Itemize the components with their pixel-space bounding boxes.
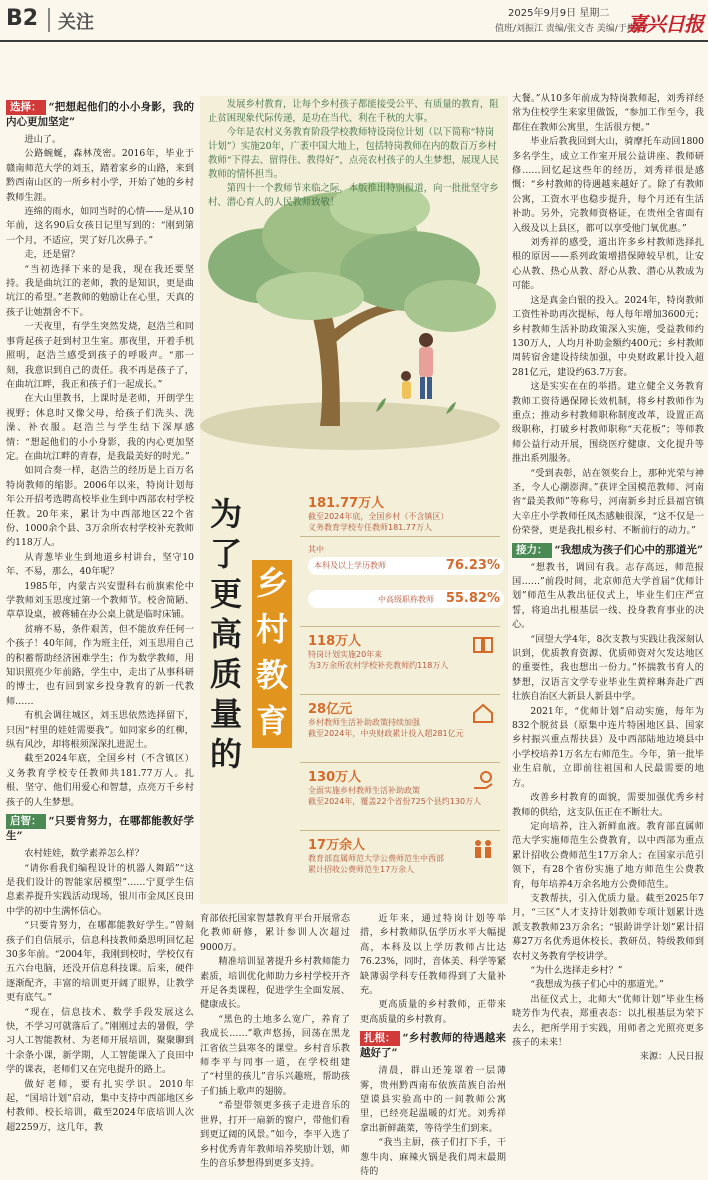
headline-highlight-char: 育 — [255, 702, 288, 740]
subhead-inspire — [6, 814, 194, 844]
paragraph: 贫瘠不易，条件艰苦，但不能放弃任何一个孩子！40年间，作为班主任，刘玉思用自己的积蓄帮助经济困难学生；作为数学教师，用知识照亮少年前路，学生中，走出了从事科研的博士，也有回到家乡投身教育的新一代教师…… — [6, 623, 194, 707]
paragraph: “想教书，调回有我。志存高远，师范报国……”前段时间，北京师范大学首届“优师计划”师范生从教出征仪式上，毕业生们庄严宣誓，将追出扎根基层一线、投身教育事业的决心。 — [512, 561, 704, 631]
page-number: B2 — [6, 6, 39, 31]
paragraph: 出征仪式上，北师大“优师计划”毕业生杨晓芳作为代表，郑重表态：以扎根基层为荣下去么，把所学用于实践，用师者之光照亮更多孩子的未来！ — [512, 993, 704, 1048]
stat-rural-teachers — [308, 492, 504, 533]
stat-desc: 截至2024年底，全国乡村（不含镇区） — [308, 512, 449, 521]
paragraph: 进山了。 — [24, 134, 62, 145]
stat-number: 76.23% — [445, 558, 500, 573]
paragraph: 做好老师，要有扎实学识。2010年起，“国培计划”启动，集中支持中西部地区乡村教师、校长培训，截至2024年底培训人次超2259万，这几年，教 — [6, 1078, 194, 1133]
stat-bachelor-ratio — [308, 544, 504, 580]
section-name: 关注 — [58, 12, 94, 33]
subhead-text: “只要肯努力，在哪都能教好学生” — [6, 815, 194, 843]
stat-desc: 全面实施乡村教师生活补助政策 — [308, 786, 420, 795]
intro-paragraph: 第四十一个教师节来临之际，本版推出特别报道，向一批批坚守乡村、潜心育人的人民教师致敬！ — [208, 183, 499, 208]
stat-number: 17万余人 — [308, 838, 366, 853]
paragraph: 改善乡村教育的面貌，需要加强优秀乡村教师的供给，这支队伍正在不断壮大。 — [512, 792, 704, 818]
headline-char: 了 — [209, 535, 242, 573]
paragraph: 有机会调往城区，刘玉思依然选择留下，只因“村里的娃娃需要我”。如同家乡的红柳，纵有风沙，却将根须深深扎进泥土。 — [6, 710, 194, 751]
paragraph: “只要肯努力，在哪都能教好学生。”曾刻孩子们自信展示，信息科技教师桑思明回忆起30多年前。“2004年，我刚到校时，学校仅有五六台电脑，还没开信息科技课。后来，硬件逐渐配齐，丰富的培训更开阔了眼界，让教学更有底气。” — [6, 920, 194, 1004]
header-divider — [48, 8, 50, 32]
left-column — [6, 96, 194, 1150]
headline-highlight — [252, 560, 292, 748]
paragraph: 这是真金白银的投入。2024年，特岗教师工资性补助再次提标，每人每年增加3600元；乡村教师生活补助政策深入实施，受益教师约130万人，人均月补助金额约400元；乡村教师周转宿舍建设持续加强，中央财政累计投入超281亿元，建设约63.7万套。 — [512, 294, 704, 378]
header-rule — [0, 40, 708, 42]
intro-paragraph: 今年是农村义务教育阶段学校教师特设岗位计划（以下简称“特岗计划”）实施20年，广袤中国大地上，包括特岗教师在内的数百万乡村教师“下得去、留得住、教得好”，点亮农村孩子的人生梦想，展现人民教师的情怀担当。 — [208, 127, 499, 180]
stat-divider — [300, 694, 500, 695]
book-icon — [472, 634, 494, 656]
paragraph: “我想成为孩子们心中的那道光。” — [530, 979, 664, 991]
paragraph: “为什么选择走乡村？” — [530, 964, 623, 976]
subhead-tag: 接力： — [512, 543, 552, 558]
stat-number: 55.82% — [445, 591, 500, 606]
subhead-text: “我想成为孩子们心中的那道光” — [554, 543, 704, 556]
paragraph: 从青葱毕业生到地道乡村讲台，坚守10年、不易，那么，40年呢？ — [6, 551, 194, 578]
paragraph: 精准培训显著提升乡村教师能力素质，培训优化师助力乡村学校开齐开足各类课程，促进学生全面发展、健康成长。 — [200, 956, 350, 1011]
stat-number: 118万人 — [308, 634, 362, 649]
paragraph: 连绵的雨水，如同当时的心情——是从10年前，这名90后女孩日记里写到的：“刚到第一个月，不适应，哭了好几次鼻子。” — [6, 206, 194, 246]
stat-desc: 义务教育学校专任教师181.77万人 — [308, 523, 432, 532]
headline-char: 的 — [209, 735, 242, 773]
page-header — [0, 0, 708, 40]
paragraph: 大餐。”从10多年前成为特岗教师起，刘秀祥经常为住校学生来家里做饭，“参加工作至今，我都住在教师公寓里，生活很方便。” — [512, 93, 704, 133]
issue-date: 2025年9月9日 星期二 — [508, 8, 610, 19]
subhead-text: “把想起他们的小小身影，我的内心更加坚定” — [6, 101, 194, 128]
headline-char: 更 — [209, 575, 242, 613]
paragraph: “当初选择下来的是我，现在我还要坚持。我是曲坑江的老师，教的是知识，更是曲坑江的希望。”老教师的勉励让在心里，天真的孩子让她割舍不下。 — [6, 263, 194, 318]
stat-desc: 特岗计划实施20年来 — [308, 650, 383, 659]
house-icon — [472, 702, 494, 724]
stat-divider — [300, 830, 500, 831]
stat-desc: 本科及以上学历教师 — [314, 561, 386, 570]
paragraph: 如同合奏一样，赵浩兰的经历是上百万名特岗教师的缩影。2006年以来，特岗计划每年公开招考选聘高校毕业生到中西部农村学校任教。20年来，累计为中西部地区22个省份、1000余个县、3万余所农村学校补充教师约118万人。 — [6, 465, 194, 549]
paragraph: 更高质量的乡村教师，正带来更高质量的乡村教育。 — [360, 999, 506, 1025]
paragraph: 截至2024年底，全国乡村（不含镇区）义务教育学校专任教师共181.77万人。扎根、坚守、他们用爱心和智慧，点亮万千乡村孩子的人生梦想。 — [6, 753, 194, 808]
newspaper-logo: 嘉兴日报 — [627, 12, 703, 36]
subhead-tag: 启智： — [6, 814, 46, 829]
paragraph: “回望大学4年，8次支教与实践让我深刻认识到，优质教育资源、优质师资对欠发达地区的重要性，我也想出一份力。”怀揣教书育人的梦想，汉语言文学专业毕业生黄梓琳奔赴广西壮族自治区大新县人新县中学。 — [512, 633, 704, 703]
people-icon — [472, 838, 494, 860]
stat-desc: 教育部直属师范大学公费师范生中西部 — [308, 854, 444, 863]
stat-senior-title-ratio — [308, 590, 504, 612]
intro-paragraph: 发展乡村教育，让每个乡村孩子都能接受公平、有质量的教育，阻止贫困现象代际传递，是功在当代、利在千秋的大事。 — [208, 99, 499, 124]
headline-char: 为 — [209, 495, 242, 533]
stat-number: 130万人 — [308, 770, 362, 785]
paragraph: 毕业后教我回到大山，骑摩托车动回1800多名学生，成立工作室开展公益讲座、教师研修……回忆起这些年的经历，刘秀祥很是感慨：“乡村教师的待遇越来越好了。除了有教师公寓，工资水平也稳步提升，每个月还有生活补助。另外，完教师资格证，在贵州全省面有入级及以上县区，都可以享受他门氧优惠。” — [512, 136, 704, 234]
paragraph: “黑色的土地多么宽广，养育了我成长……”歌声悠扬，回荡在黑龙江省依兰县寒冬的课堂。乡村音乐教师李平与同事一道，在学校组建了“村里的孩儿”音乐兴趣班，帮助孩子们插上歌声的翅膀。 — [200, 1013, 350, 1097]
subhead-tag: 选择： — [6, 100, 46, 115]
right-column — [512, 92, 704, 1152]
headline-main — [204, 494, 248, 774]
paragraph: 2021年，“优师计划”启动实施，每年为832个脱贫县（原集中连片特困地区县、国家乡村振兴重点帮扶县）及中西部陆地边境县中小学校培养1万名左右师范生。今年，第一批毕业生启航，立即前往祖国和人民最需要的地方。 — [512, 705, 704, 789]
paragraph: “希望带领更多孩子走进音乐的世界，打开一扇新的窗户，带他们看到更辽阔的风景。”如今，李平入选了乡村优秀青年教师培养奖励计划，师生的音乐梦想得到更多支持。 — [200, 1100, 350, 1169]
headline-char: 量 — [209, 695, 242, 733]
bottom-column-2 — [360, 912, 506, 1178]
headline-highlight-char: 村 — [255, 610, 288, 648]
paragraph: 近年来，通过特岗计划等举措，乡村教师队伍学历水平大幅提高，本科及以上学历教师占比达76.23%，同时，音体美、科学等紧缺薄弱学科专任教师得到了大量补充。 — [360, 913, 506, 997]
stat-desc: 中高级职称教师 — [378, 595, 434, 604]
paragraph: 刘秀祥的感受，道出许多乡村教师选择扎根的原因——系列政策增措保障较早机，让安心从教、热心从教、舒心从教、潜心从教成为可能。 — [512, 237, 704, 292]
source-credit: 来源：人民日报 — [639, 1051, 704, 1063]
paragraph: 在大山里教书，上课时是老师，开朗学生视野；休息时又像父母，给孩子们洗头、洗澡、补衣服。赵浩兰与学生结下深厚感情：“想起他们的小小身影，我的内心更加坚定。在曲坑江畔的青春，是我最美好的时光。” — [6, 393, 194, 462]
paragraph: 育部依托国家智慧教育平台开展常态化教师研修，累计参训人次超过9000万。 — [200, 913, 350, 953]
stat-number: 28亿元 — [308, 702, 353, 717]
stat-desc: 乡村教师生活补助政策持续加强 — [308, 718, 420, 727]
paragraph: “现在，信息技术、数学手段发展这么快，不学习可就落后了。”刚刚过去的暑假，学习人工智能教材、为老师开展培训，聚聚聊到十余条小课，新学期，人工智能课入了良田中学的课表，老师们又在完电提升的路上。 — [6, 1006, 194, 1076]
stat-desc: 截至2024年，中央财政累计投入超281亿元 — [308, 729, 464, 738]
headline-highlight-char: 乡 — [255, 564, 288, 602]
paragraph: “我当主厨，孩子们打下手，干葱牛肉、麻辣火锅是我们周末最期待的 — [360, 1137, 506, 1178]
paragraph: 1985年，内蒙古兴安盟科右前旗索伦中学教师刘玉思度过第一个教师节。校舍简陋、草草设桌，被蒋辅在办公桌上就是临时床铺。 — [6, 580, 194, 621]
subhead-tag: 扎根： — [360, 1031, 400, 1046]
feature-intro — [208, 98, 502, 210]
headline-highlight-char: 教 — [255, 656, 288, 694]
hand-coin-icon — [472, 770, 494, 792]
subhead-text: “乡村教师的待遇越来越好了” — [360, 1032, 506, 1060]
paragraph: 公路蜿蜒，森林茂密。2016年，毕业于赣南师范大学的刘玉，踏着家乡的山路，来到黔西南山区的一所乡村小学，开始了她的乡村教师生涯。 — [6, 148, 194, 203]
paragraph: 这是实实在在的举措。建立健全义务教育教师工资待遇保障长效机制，将乡村教师作为重点；推动乡村教师职称制度改革，设置正高级职称，打破乡村教师职称“天花板”；等师教师公益行动开展，围绕医疗健康、文化提升等推出系列服务。 — [512, 381, 704, 465]
paragraph: 一天夜里，有学生突然发烧，赵浩兰和同事背起孩子赶到村卫生室。那夜里，开着手机照明，赵浩兰感受到孩子的呼吸声。“那一刻，我意识到自己的责任。我不再是孩子了，在曲坑江畔，我正和孩子们一起成长。” — [6, 321, 194, 390]
paragraph: “受到表彰，站在领奖台上，那种光荣与神圣，令人心潮澎湃。”获评全国模范教师、河南省“最美教师”等称号，河南新乡封丘县福宫镇大辛庄小学教师任凤杰感触很深，“这不仅是一份荣誉，更是我扎根乡村、不断前行的动力。” — [512, 467, 704, 537]
paragraph: 清晨，群山还笼罩着一层薄雾，贵州黔西南布依族苗族自治州望谟县实验高中的一间教师公寓里，已经亮起温暖的灯光。刘秀祥拿出新鲜蔬菜，等待学生们到来。 — [360, 1065, 506, 1134]
headline-char: 质 — [209, 655, 242, 693]
paragraph: 定向培养，注入新鲜血液。教育部直属师范大学实施师范生公费教育，以中西部为重点累计招收公费师范生17万余人；在国家示范引领下，有28个省份实施了地方师范生公费教育，每年培养4万余名地方公费师范生。 — [512, 820, 704, 890]
stat-divider — [300, 626, 500, 627]
stat-divider — [300, 536, 500, 537]
subhead-choice — [6, 100, 194, 130]
paragraph: 农村娃娃，数学素养怎么样？ — [24, 848, 144, 860]
stat-desc: 累计招收公费师范生17万余人 — [308, 865, 415, 874]
stat-divider — [300, 762, 500, 763]
stat-desc: 为3万余所农村学校补充教师约118万人 — [308, 661, 449, 670]
paragraph: 支教帮扶，引入优质力量。截至2025年7月，“三区”人才支持计划教师专项计划累计选派支教教师23万余名；“银龄讲学计划”累计招募27万名优秀退休校长、教研员、特级教师到农村义务教育学校讲学。 — [512, 892, 704, 962]
bottom-column-1 — [200, 912, 350, 1169]
paragraph: 走，还是留？ — [24, 249, 80, 261]
subhead-root — [360, 1031, 506, 1061]
stat-desc: 其中 — [308, 545, 324, 554]
subhead-relay — [512, 543, 704, 558]
editor-credits: 值班/刘振江 责编/张文杏 美编/于梅梅 — [495, 24, 645, 34]
stat-number: 181.77万人 — [308, 496, 385, 511]
headline-char: 高 — [209, 615, 242, 653]
stat-desc: 截至2024年，覆盖22个省份725个县约130万人 — [308, 797, 482, 806]
paragraph: “请你看我们编程设计的机器人舞蹈”“这是我们设计的智能家居模型”……宁夏学生信息素养提升实践活动现场，银川市金凤区良田中学的初中生满怀信心。 — [6, 862, 194, 917]
